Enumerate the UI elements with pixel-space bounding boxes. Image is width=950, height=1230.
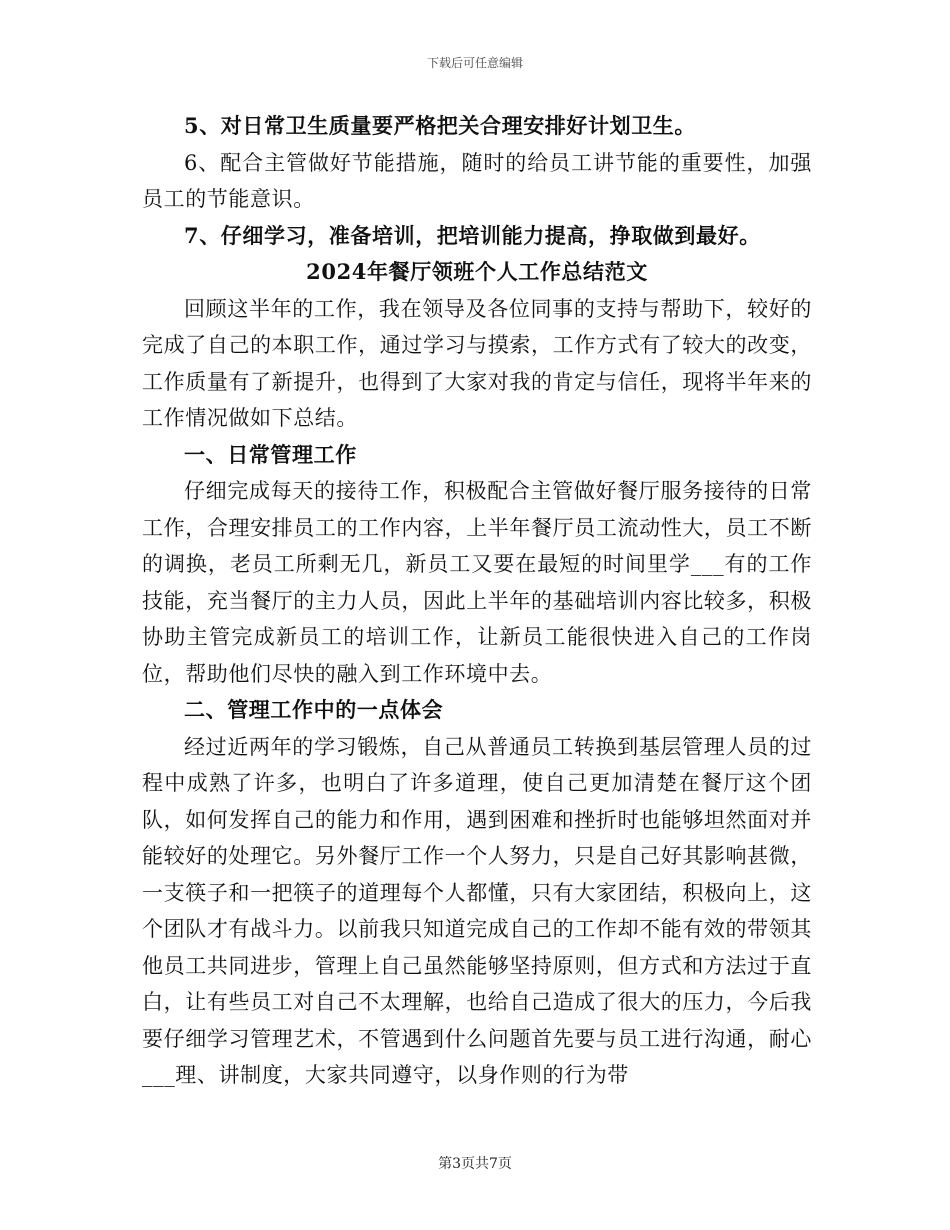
list-item-7: 7、仔细学习，准备培训，把培训能力提高，挣取做到最好。	[184, 222, 761, 248]
section-paragraph-daily-management: 仔细完成每天的接待工作，积极配合主管做好餐厅服务接待的日常工作，合理安排员工的工作内容，上半年餐厅员工流动性大，员工不断的调换，老员工所剩无几，新员工又要在最短的时间里学___有的工作技能，充当餐厅的主力人员，因此上半年的基础培训内容比较多，积极协助主管完成新员工的培训工作，让新员工能很快进入自己的工作岗位，帮助他们尽快的融入到工作环境中去。	[142, 479, 812, 686]
header-note: 下载后可任意编辑	[426, 56, 523, 70]
list-item-6: 6、配合主管做好节能措施，随时的给员工讲节能的重要性，加强员工的节能意识。	[142, 150, 812, 211]
list-item-5: 5、对日常卫生质量要严格把关合理安排好计划卫生。	[184, 113, 697, 138]
document-body	[142, 108, 812, 1094]
document-title: 2024年餐厅领班个人工作总结范文	[306, 259, 648, 284]
intro-paragraph: 回顾这半年的工作，我在领导及各位同事的支持与帮助下，较好的完成了自己的本职工作，通过学习与摸索，工作方式有了较大的改变，工作质量有了新提升，也得到了大家对我的肯定与信任，现将半年来的工作情况做如下总结。	[142, 296, 812, 430]
section-paragraph-management-experience: 经过近两年的学习锻炼，自己从普通员工转换到基层管理人员的过程中成熟了许多，也明白了许多道理，使自己更加清楚在餐厅这个团队，如何发挥自己的能力和作用，遇到困难和挫折时也能够坦然面对并能较好的处理它。另外餐厅工作一个人努力，只是自己好其影响甚微，一支筷子和一把筷子的道理每个人都懂，只有大家团结，积极向上，这个团队才有战斗力。以前我只知道完成自己的工作却不能有效的带领其他员工共同进步，管理上自己虽然能够坚持原则，但方式和方法过于直白，让有些员工对自己不太理解，也给自己造成了很大的压力，今后我要仔细学习管理艺术，不管遇到什么问题首先要与员工进行沟通，耐心___理、讲制度，大家共同遵守，以身作则的行为带	[142, 734, 812, 1087]
section-heading-management-experience: 二、管理工作中的一点体会	[184, 697, 444, 722]
page-number: 第3页共7页	[438, 1156, 512, 1172]
section-heading-daily-management: 一、日常管理工作	[184, 441, 357, 467]
